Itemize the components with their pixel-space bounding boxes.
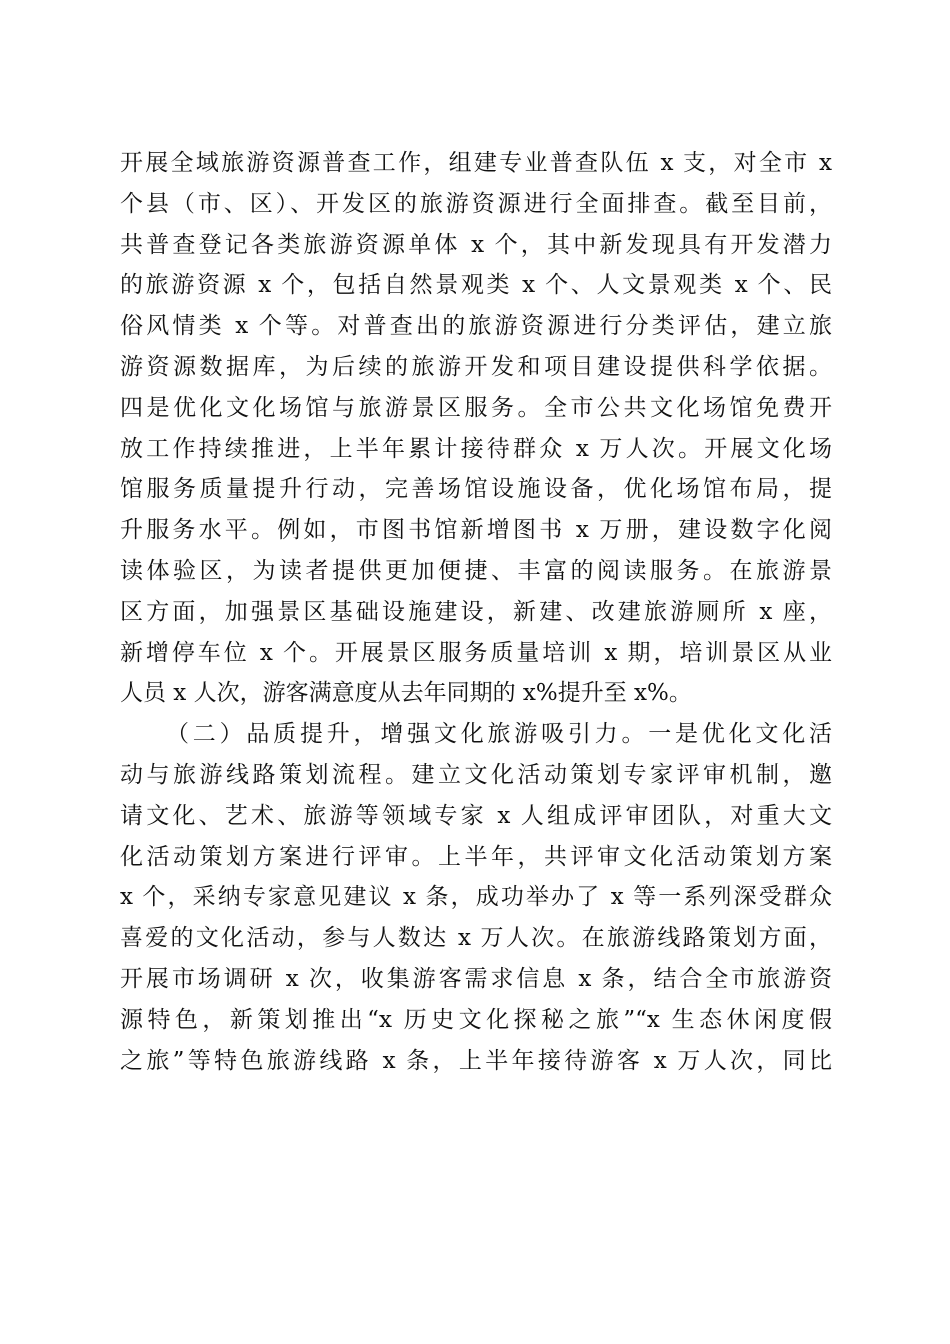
text-line-14: 人员 x 人次，游客满意度从去年同期的 x%提升至 x%。	[120, 680, 692, 707]
text-line-23: 之旅”等特色旅游线路 x 条，上半年接待游客 x 万人次，同比	[120, 1047, 832, 1074]
text-line-9: 馆服务质量提升行动，完善场馆设施设备，优化场馆布局，提	[120, 476, 832, 503]
text-line-17: 请文化、艺术、旅游等领域专家 x 人组成评审团队，对重大文	[120, 802, 832, 829]
text-line-16: 动与旅游线路策划流程。建立文化活动策划专家评审机制，邀	[120, 761, 832, 788]
text-line-10: 升服务水平。例如，市图书馆新增图书 x 万册，建设数字化阅	[120, 517, 832, 544]
text-line-2: 个县（市、区）、开发区的旅游资源进行全面排查。截至目前，	[120, 190, 832, 217]
section-heading-line: （二）品质提升，增强文化旅游吸引力。一是优化文化活	[166, 721, 832, 748]
text-line-6: 游资源数据库，为后续的旅游开发和项目建设提供科学依据。	[120, 353, 832, 380]
body-text	[120, 143, 832, 1081]
text-line-12: 区方面，加强景区基础设施建设，新建、改建旅游厕所 x 座，	[120, 598, 832, 625]
text-line-1: 开展全域旅游资源普查工作，组建专业普查队伍 x 支，对全市 x	[120, 150, 832, 176]
text-line-3: 共普查登记各类旅游资源单体 x 个，其中新发现具有开发潜力	[120, 231, 832, 258]
text-line-5: 俗风情类 x 个等。对普查出的旅游资源进行分类评估，建立旅	[120, 313, 832, 340]
text-line-11: 读体验区，为读者提供更加便捷、丰富的阅读服务。在旅游景	[120, 557, 832, 584]
text-line-4: 的旅游资源 x 个，包括自然景观类 x 个、人文景观类 x 个、民	[120, 272, 832, 299]
text-line-22: 源特色，新策划推出“x 历史文化探秘之旅”“x 生态休闲度假	[120, 1006, 832, 1033]
text-line-18: 化活动策划方案进行评审。上半年，共评审文化活动策划方案	[120, 843, 832, 870]
text-line-19: x 个，采纳专家意见建议 x 条，成功举办了 x 等一系列深受群众	[120, 884, 832, 911]
text-line-8: 放工作持续推进，上半年累计接待群众 x 万人次。开展文化场	[120, 435, 832, 462]
text-line-21: 开展市场调研 x 次，收集游客需求信息 x 条，结合全市旅游资	[120, 965, 832, 992]
text-line-7: 四是优化文化场馆与旅游景区服务。全市公共文化场馆免费开	[120, 394, 832, 421]
text-line-20: 喜爱的文化活动，参与人数达 x 万人次。在旅游线路策划方面，	[120, 925, 832, 952]
text-line-13: 新增停车位 x 个。开展景区服务质量培训 x 期，培训景区从业	[120, 639, 832, 666]
